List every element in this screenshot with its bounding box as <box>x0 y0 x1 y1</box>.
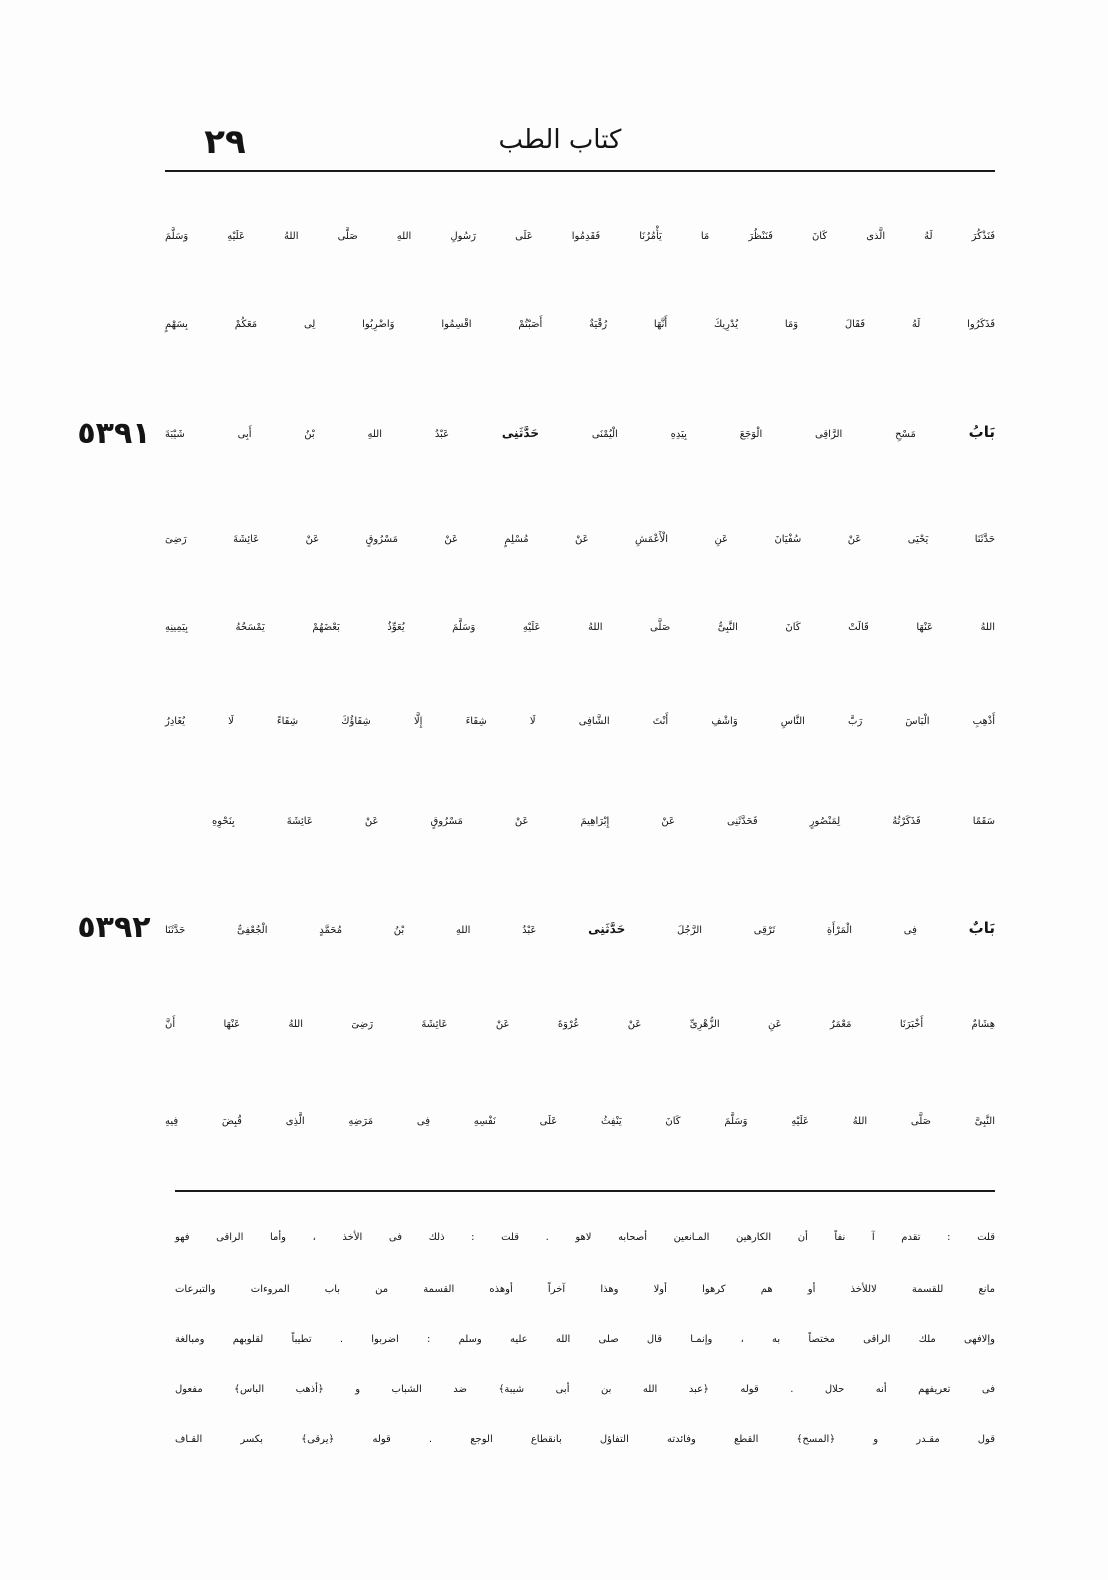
running-title: كتاب الطب <box>498 125 622 155</box>
chapter-label: بَابٌ <box>968 919 995 937</box>
footnote-line: مانع للقسمة لاللأخذ أو هم كرهوا أولا وهذا آخراً أوهذه القسمة من باب المروءات والتبرعات <box>175 1284 995 1295</box>
chapter-title: فِى الْمَرْأَةِ تَرْقِى الرَّجُلَ <box>676 925 917 936</box>
narration-marker: حَدَّثَنِى <box>588 922 626 936</box>
chapter-heading-line <box>165 402 995 462</box>
main-line: هِشَامٌ أَخْبَرَنَا مَعْمَرٌ عَنِ الزُّهْرِىِّ عَنْ عُرْوَةَ عَنْ عَائِشَةَ رَضِىَ اللهُ عَنْهَا أَنَّ <box>165 1019 995 1030</box>
footnote-line: فى تعريفهم أنه حلال . قوله ﴿عبد الله بن أبى شيبة﴾ ضد الشباب و ﴿أذهب الباس﴾ مفعول <box>175 1384 995 1395</box>
footnote-line: قول مقـدر و ﴿المسح﴾ القطع وفائدته التفاؤل بانقطاع الوجع . قوله ﴿يرقى﴾ بكسر القـاف <box>175 1434 995 1445</box>
chapter-heading-line <box>165 898 995 958</box>
hadith-number: ٥٣٩٢ <box>77 910 151 945</box>
footnote-line: قلت : تقدم آ نفاً أن الكارهين المـانعين أصحابه لاهو . قلت : ذلك فى الأخذ ، وأما الراقى فهو <box>175 1232 995 1243</box>
hadith-number: ٥٣٩١ <box>77 416 151 451</box>
main-line: فَنَذْكُرَ لَهُ الَّذى كَانَ فَنَنْظُرَ مَا يَأْمُرُنَا فَقَدِمُوا عَلَى رَسُولِ اللهِ صَلَّى اللهُ عَلَيْهِ وَسَلَّمَ <box>165 231 995 242</box>
main-line: فَذَكَرُوا لَهُ فَقَالَ وَمَا يُدْرِيكَ أَنَّهَا رُقْيَةٌ أَصَبْتُمْ اقْسِمُوا وَاضْرِبُوا لِى مَعَكُمْ بِسَهْمٍ <box>165 319 995 330</box>
main-line: حَدَّثَنَا يَحْيَى عَنْ سُفْيَانَ عَنِ الْأَعْمَشِ عَنْ مُسْلِمٍ عَنْ مَسْرُوقٍ عَنْ عَائِشَةَ رَضِىَ <box>165 534 995 545</box>
narrator-text: عَبْدُ اللهِ بْنُ أَبِى شَيْبَةَ <box>165 429 450 440</box>
narrator-text: عَبْدُ اللهِ بْنُ مُحَمَّدٍ الْجُعْفِىُّ حَدَّثَنَا <box>165 925 537 936</box>
chapter-label: بَابُ <box>968 423 996 441</box>
footnote-rule <box>175 1190 995 1192</box>
chapter-title: مَسْحِ الرَّاقِى الْوَجَعَ بِيَدِهِ الْيُمْنَى <box>591 429 916 440</box>
header-rule <box>165 170 995 172</box>
main-line: أَذْهِبِ الْبَاسَ رَبَّ النَّاسِ وَاشْفِ أَنْتَ الشَّافِى لَا شِفَاءَ إِلَّا شِفَاؤُكَ شِفَاءً لَا يُغَادِرُ <box>165 716 995 727</box>
narration-marker: حَدَّثَنِى <box>501 426 540 440</box>
main-line: سَقَمًا فَذَكَرْتُهُ لِمَنْصُورٍ فَحَدَّثَنِى عَنْ إِبْرَاهِيمَ عَنْ مَسْرُوقٍ عَنْ عَائِشَةَ بِنَحْوِهِ <box>212 816 995 827</box>
footnote-line: وإلافهى ملك الراقى مختصاً به ، وإنمـا قال صلى الله عليه وسلم : اضربوا . تطيباً لقلوبهم ومبالغة <box>175 1334 995 1345</box>
page-number: ٢٩ <box>204 122 246 162</box>
main-line: اللهُ عَنْهَا قَالَتْ كَانَ النَّبِىُّ صَلَّى اللهُ عَلَيْهِ وَسَلَّمَ يُعَوِّذُ بَعْضَهُمْ يَمْسَحُهُ بِيَمِينِهِ <box>165 622 995 633</box>
main-line: النَّبِىَّ صَلَّى اللهُ عَلَيْهِ وَسَلَّمَ كَانَ يَنْفِثُ عَلَى نَفْسِهِ فِى مَرَضِهِ الَّذِى قُبِضَ فِيهِ <box>165 1116 995 1127</box>
